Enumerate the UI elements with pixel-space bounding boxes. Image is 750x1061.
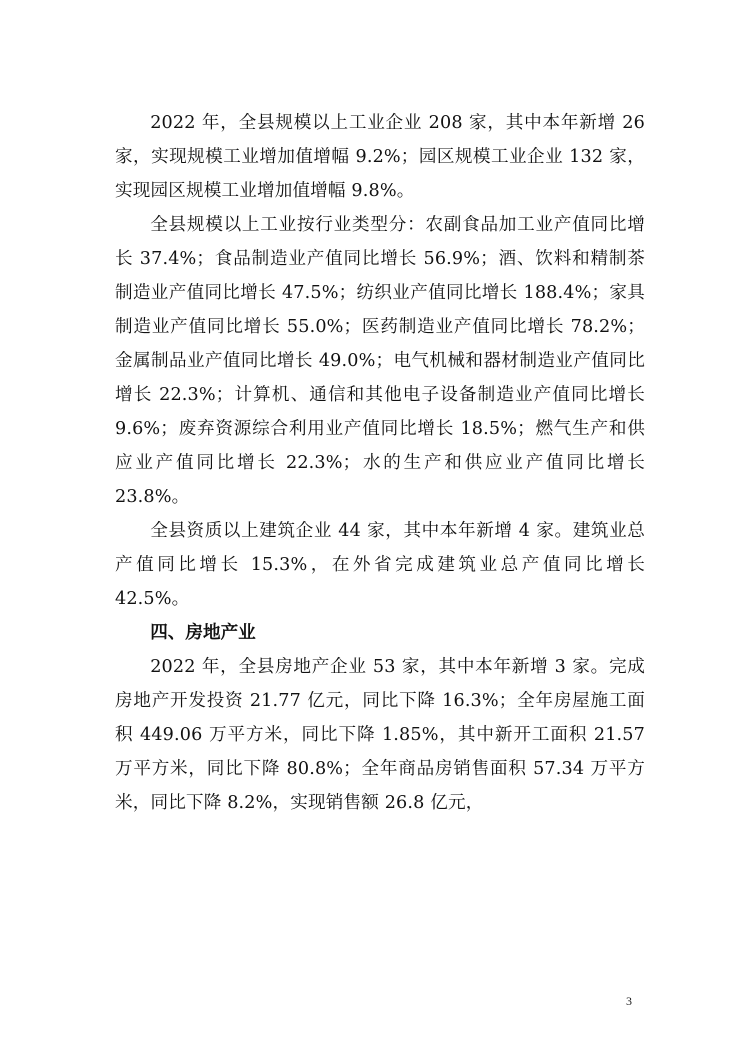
section-heading-real-estate: 四、房地产业: [150, 623, 256, 643]
paragraph-industrial-enterprises: 2022 年，全县规模以上工业企业 208 家，其中本年新增 26 家，实现规模工业增加值增幅 9.2%；园区规模工业企业 132 家，实现园区规模工业增加值增幅 9.8%。: [115, 113, 645, 201]
paragraph-construction: 全县资质以上建筑企业 44 家，其中本年新增 4 家。建筑业总产值同比增长 15.3%，在外省完成建筑业总产值同比增长 42.5%。: [115, 521, 645, 609]
document-body: [115, 106, 645, 820]
paragraph-industry-types: 全县规模以上工业按行业类型分：农副食品加工业产值同比增长 37.4%；食品制造业产值同比增长 56.9%；酒、饮料和精制茶制造业产值同比增长 47.5%；纺织业产值同比增长 188.4%；家具制造业产值同比增长 55.0%；医药制造业产值同比增长 78.2%；金属制品业产值同比增长 49.0%；电气机械和器材制造业产值同比增长 22.3%；计算机、通信和其他电子设备制造业产值同比增长 9.6%；废弃资源综合利用业产值同比增长 18.5%；燃气生产和供应业产值同比增长 22.3%；水的生产和供应业产值同比增长 23.8%。: [115, 215, 645, 507]
page-number: 3: [626, 994, 632, 1008]
paragraph-real-estate: 2022 年，全县房地产企业 53 家，其中本年新增 3 家。完成房地产开发投资 21.77 亿元，同比下降 16.3%；全年房屋施工面积 449.06 万平方米，同比下降 1.85%，其中新开工面积 21.57 万平方米，同比下降 80.8%；全年商品房销售面积 57.34 万平方米，同比下降 8.2%，实现销售额 26.8 亿元，: [115, 657, 645, 813]
